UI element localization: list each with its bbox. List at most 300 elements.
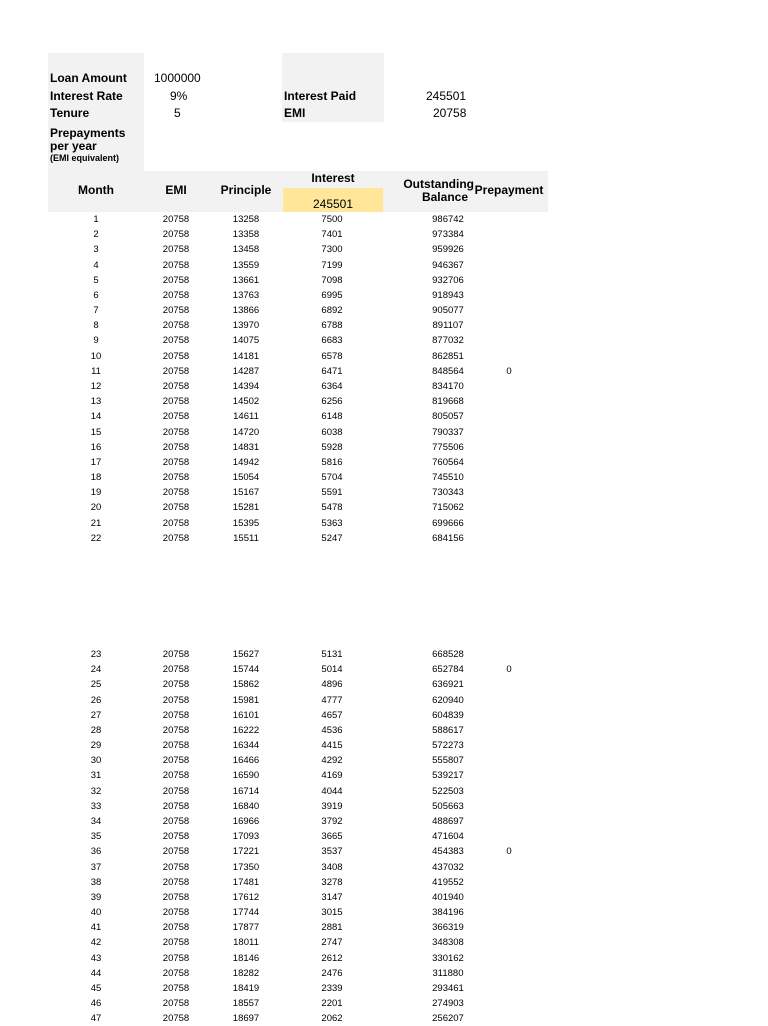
interest-cell: 4657 — [321, 709, 343, 721]
interest-cell: 2476 — [321, 967, 343, 979]
month-cell: 45 — [90, 982, 102, 994]
loan-amount-value[interactable]: 1000000 — [154, 71, 201, 85]
principle-cell: 17744 — [232, 907, 260, 919]
principle-cell: 18011 — [233, 937, 259, 949]
interest-cell: 5247 — [321, 532, 343, 544]
month-cell: 13 — [90, 396, 102, 408]
table-row — [0, 662, 768, 677]
principle-cell: 13458 — [232, 244, 260, 256]
table-row — [0, 966, 768, 981]
month-cell: 30 — [90, 755, 102, 767]
interest-cell: 4536 — [321, 724, 343, 736]
emi-cell: 20758 — [162, 891, 190, 903]
interest-cell: 5363 — [321, 517, 343, 529]
interest-cell: 6788 — [321, 320, 343, 332]
month-cell: 34 — [90, 815, 102, 827]
emi-cell: 20758 — [162, 289, 190, 301]
table-row — [0, 799, 768, 814]
outstanding-cell: 834170 — [432, 380, 464, 392]
outstanding-cell: 715062 — [432, 502, 464, 514]
interest-cell: 3147 — [321, 891, 343, 903]
interest-cell: 2201 — [321, 998, 343, 1010]
table-row — [0, 723, 768, 738]
table-row — [0, 425, 768, 440]
principle-cell: 14181 — [232, 350, 260, 362]
header-outstanding-balance: Balance — [421, 190, 468, 204]
month-cell: 12 — [90, 380, 102, 392]
month-cell: 14 — [90, 411, 102, 423]
interest-cell: 4777 — [321, 694, 343, 706]
tenure-label: Tenure — [50, 106, 90, 120]
principle-cell: 13661 — [232, 274, 260, 286]
month-cell: 26 — [90, 694, 102, 706]
outstanding-cell: 986742 — [432, 214, 464, 225]
table-row — [0, 677, 768, 692]
emi-cell: 20758 — [162, 937, 190, 949]
principle-cell: 14287 — [232, 365, 260, 377]
month-cell: 37 — [90, 861, 102, 873]
interest-cell: 4169 — [321, 770, 343, 782]
principle-cell: 15054 — [232, 472, 260, 484]
outstanding-cell: 572273 — [432, 740, 464, 752]
table-row — [0, 485, 768, 500]
outstanding-cell: 384196 — [432, 907, 464, 919]
table-row — [0, 693, 768, 708]
month-cell: 20 — [90, 502, 102, 514]
outstanding-cell: 293461 — [432, 982, 464, 994]
table-row — [0, 905, 768, 920]
table-row — [0, 890, 768, 905]
month-cell: 8 — [93, 320, 99, 332]
principle-cell: 17093 — [232, 831, 260, 843]
outstanding-cell: 730343 — [432, 487, 464, 499]
month-cell: 19 — [90, 487, 102, 499]
interest-cell: 6578 — [321, 350, 343, 362]
principle-cell: 15862 — [232, 679, 260, 691]
table-row — [0, 440, 768, 455]
month-cell: 42 — [90, 937, 102, 949]
interest-cell: 3792 — [321, 815, 343, 827]
principle-cell: 14942 — [232, 456, 260, 468]
principle-cell: 16714 — [232, 785, 260, 797]
month-cell: 36 — [90, 846, 102, 858]
emi-cell: 20758 — [162, 815, 190, 827]
outstanding-cell: 775506 — [432, 441, 464, 453]
prepayment-cell: 0 — [506, 846, 512, 858]
emi-cell: 20758 — [162, 740, 190, 752]
table-row — [0, 951, 768, 966]
month-cell: 32 — [90, 785, 102, 797]
principle-cell: 15167 — [232, 487, 260, 499]
outstanding-cell: 973384 — [432, 229, 464, 241]
outstanding-cell: 588617 — [432, 724, 464, 736]
table-row — [0, 212, 768, 227]
emi-cell: 20758 — [162, 244, 190, 256]
month-cell: 46 — [90, 998, 102, 1010]
table-row — [0, 500, 768, 515]
outstanding-cell: 636921 — [432, 679, 464, 691]
month-cell: 43 — [90, 952, 102, 964]
month-cell: 2 — [93, 229, 99, 241]
month-cell: 10 — [90, 350, 102, 362]
header-interest: Interest — [311, 171, 355, 185]
month-cell: 6 — [93, 289, 99, 301]
month-cell: 23 — [90, 649, 102, 660]
emi-cell: 20758 — [162, 396, 190, 408]
table-row — [0, 647, 768, 662]
table-row — [0, 981, 768, 996]
principle-cell: 15511 — [233, 532, 259, 544]
interest-paid-value: 245501 — [426, 89, 467, 103]
emi-cell: 20758 — [162, 694, 190, 706]
principle-cell: 15627 — [232, 649, 260, 660]
principle-cell: 18697 — [232, 1013, 260, 1025]
prepayments-label-line2: per year — [50, 139, 97, 153]
outstanding-cell: 401940 — [432, 891, 464, 903]
table-row — [0, 738, 768, 753]
outstanding-cell: 330162 — [432, 952, 464, 964]
month-cell: 33 — [90, 800, 102, 812]
interest-cell: 4415 — [321, 740, 343, 752]
emi-cell: 20758 — [162, 305, 190, 317]
table-row — [0, 516, 768, 531]
interest-cell: 5131 — [321, 649, 343, 660]
month-cell: 21 — [90, 517, 102, 529]
emi-cell: 20758 — [162, 679, 190, 691]
emi-cell: 20758 — [162, 487, 190, 499]
interest-cell: 6364 — [321, 380, 343, 392]
outstanding-cell: 505663 — [432, 800, 464, 812]
principle-cell: 14611 — [233, 411, 259, 423]
principle-cell: 16966 — [232, 815, 260, 827]
prepayment-cell: 0 — [506, 365, 512, 377]
emi-cell: 20758 — [162, 770, 190, 782]
table-row — [0, 273, 768, 288]
outstanding-cell: 668528 — [432, 649, 464, 660]
principle-cell: 14394 — [232, 380, 260, 392]
emi-cell: 20758 — [162, 426, 190, 438]
emi-cell: 20758 — [162, 709, 190, 721]
interest-cell: 5014 — [321, 664, 343, 676]
outstanding-cell: 905077 — [432, 305, 464, 317]
interest-cell: 5928 — [321, 441, 343, 453]
month-cell: 44 — [90, 967, 102, 979]
emi-cell: 20758 — [162, 320, 190, 332]
outstanding-cell: 522503 — [432, 785, 464, 797]
emi-cell: 20758 — [162, 214, 190, 225]
interest-cell: 7300 — [321, 244, 343, 256]
emi-cell: 20758 — [162, 982, 190, 994]
outstanding-cell: 604839 — [432, 709, 464, 721]
emi-cell: 20758 — [162, 335, 190, 347]
outstanding-cell: 256207 — [432, 1013, 464, 1025]
month-cell: 27 — [90, 709, 102, 721]
principle-cell: 16344 — [232, 740, 260, 752]
outstanding-cell: 348308 — [432, 937, 464, 949]
interest-cell: 6892 — [321, 305, 343, 317]
emi-cell: 20758 — [162, 785, 190, 797]
loan-amount-label: Loan Amount — [50, 71, 127, 85]
prepayments-label: Prepayments — [50, 126, 126, 140]
month-cell: 22 — [90, 532, 102, 544]
interest-cell: 6038 — [321, 426, 343, 438]
emi-cell: 20758 — [162, 998, 190, 1010]
principle-cell: 17350 — [232, 861, 260, 873]
outstanding-cell: 932706 — [432, 274, 464, 286]
table-row — [0, 288, 768, 303]
header-prepayment: Prepayment — [474, 183, 544, 197]
principle-cell: 15395 — [232, 517, 260, 529]
principle-cell: 17612 — [232, 891, 260, 903]
month-cell: 35 — [90, 831, 102, 843]
table-row — [0, 844, 768, 859]
emi-cell: 20758 — [162, 922, 190, 934]
outstanding-cell: 760564 — [432, 456, 464, 468]
principle-cell: 13763 — [232, 289, 260, 301]
table-row — [0, 768, 768, 783]
outstanding-cell: 790337 — [432, 426, 464, 438]
outstanding-cell: 652784 — [432, 664, 464, 676]
emi-cell: 20758 — [162, 350, 190, 362]
outstanding-cell: 918943 — [432, 289, 464, 301]
outstanding-cell: 862851 — [432, 350, 464, 362]
emi-cell: 20758 — [162, 800, 190, 812]
emi-cell: 20758 — [162, 664, 190, 676]
interest-cell: 3537 — [321, 846, 343, 858]
month-cell: 18 — [90, 472, 102, 484]
outstanding-cell: 959926 — [432, 244, 464, 256]
interest-cell: 3278 — [321, 876, 343, 888]
table-row — [0, 409, 768, 424]
emi-cell: 20758 — [162, 907, 190, 919]
interest-cell: 2339 — [321, 982, 343, 994]
outstanding-cell: 539217 — [432, 770, 464, 782]
month-cell: 39 — [90, 891, 102, 903]
principle-cell: 18419 — [232, 982, 260, 994]
outstanding-cell: 419552 — [432, 876, 464, 888]
emi-cell: 20758 — [162, 831, 190, 843]
table-row — [0, 531, 768, 546]
principle-cell: 13258 — [232, 214, 260, 225]
principle-cell: 15981 — [232, 694, 260, 706]
emi-cell: 20758 — [162, 380, 190, 392]
table-row — [0, 227, 768, 242]
header-interest-total: 245501 — [312, 197, 354, 211]
principle-cell: 16222 — [232, 724, 260, 736]
emi-value: 20758 — [433, 106, 467, 120]
interest-cell: 3408 — [321, 861, 343, 873]
tenure-value[interactable]: 5 — [174, 106, 181, 120]
outstanding-cell: 877032 — [432, 335, 464, 347]
emi-cell: 20758 — [162, 967, 190, 979]
outstanding-cell: 555807 — [432, 755, 464, 767]
interest-cell: 5591 — [321, 487, 343, 499]
emi-cell: 20758 — [162, 411, 190, 423]
month-cell: 31 — [90, 770, 102, 782]
principle-cell: 16466 — [232, 755, 260, 767]
table-row — [0, 364, 768, 379]
outstanding-cell: 946367 — [432, 259, 464, 271]
outstanding-cell: 745510 — [432, 472, 464, 484]
interest-cell: 6683 — [321, 335, 343, 347]
month-cell: 1 — [93, 214, 99, 225]
principle-cell: 13970 — [232, 320, 260, 332]
table-row — [0, 829, 768, 844]
principle-cell: 18146 — [232, 952, 260, 964]
prepayment-cell: 0 — [506, 664, 512, 676]
emi-cell: 20758 — [162, 502, 190, 514]
outstanding-cell: 620940 — [432, 694, 464, 706]
outstanding-cell: 848564 — [432, 365, 464, 377]
interest-cell: 3665 — [321, 831, 343, 843]
table-row — [0, 394, 768, 409]
principle-cell: 16101 — [232, 709, 260, 721]
interest-cell: 2881 — [321, 922, 343, 934]
principle-cell: 14720 — [232, 426, 260, 438]
month-cell: 11 — [91, 365, 101, 377]
interest-cell: 2062 — [321, 1013, 343, 1025]
month-cell: 25 — [90, 679, 102, 691]
outstanding-cell: 891107 — [432, 320, 464, 332]
principle-cell: 14075 — [232, 335, 260, 347]
principle-cell: 16840 — [232, 800, 260, 812]
header-month: Month — [78, 183, 114, 197]
principle-cell: 18282 — [232, 967, 260, 979]
emi-cell: 20758 — [162, 952, 190, 964]
emi-cell: 20758 — [162, 876, 190, 888]
interest-rate-value[interactable]: 9% — [170, 89, 188, 103]
principle-cell: 17221 — [232, 846, 260, 858]
interest-cell: 4044 — [321, 785, 343, 797]
table-row — [0, 333, 768, 348]
table-row — [0, 920, 768, 935]
table-row — [0, 349, 768, 364]
prepayments-note: (EMI equivalent) — [50, 153, 120, 163]
principle-cell: 13559 — [232, 259, 260, 271]
interest-cell: 3919 — [321, 800, 343, 812]
principle-cell: 17877 — [232, 922, 260, 934]
table-row — [0, 258, 768, 273]
table-row — [0, 996, 768, 1011]
outstanding-cell: 684156 — [432, 532, 464, 544]
outstanding-cell: 805057 — [432, 411, 464, 423]
header-outstanding: Outstanding — [403, 177, 474, 191]
interest-cell: 7199 — [321, 259, 343, 271]
month-cell: 47 — [90, 1013, 102, 1025]
emi-cell: 20758 — [162, 846, 190, 858]
interest-cell: 6148 — [321, 411, 343, 423]
month-cell: 15 — [90, 426, 102, 438]
interest-rate-label: Interest Rate — [50, 89, 123, 103]
emi-cell: 20758 — [162, 532, 190, 544]
principle-cell: 13866 — [232, 305, 260, 317]
outstanding-cell: 366319 — [432, 922, 464, 934]
table-row — [0, 784, 768, 799]
table-row — [0, 379, 768, 394]
outstanding-cell: 437032 — [432, 861, 464, 873]
emi-cell: 20758 — [162, 649, 190, 660]
principle-cell: 14831 — [232, 441, 260, 453]
principle-cell: 16590 — [232, 770, 260, 782]
interest-cell: 4896 — [321, 679, 343, 691]
principle-cell: 13358 — [232, 229, 260, 241]
interest-cell: 6471 — [321, 365, 343, 377]
emi-cell: 20758 — [162, 472, 190, 484]
table-row — [0, 860, 768, 875]
principle-cell: 14502 — [232, 396, 260, 408]
emi-label: EMI — [284, 106, 306, 120]
table-row — [0, 303, 768, 318]
interest-cell: 7500 — [321, 214, 343, 225]
interest-cell: 5816 — [321, 456, 343, 468]
emi-cell: 20758 — [162, 724, 190, 736]
outstanding-cell: 274903 — [432, 998, 464, 1010]
month-cell: 9 — [93, 335, 99, 347]
month-cell: 3 — [93, 244, 99, 256]
emi-cell: 20758 — [162, 259, 190, 271]
interest-cell: 2612 — [321, 952, 343, 964]
header-principle: Principle — [220, 183, 272, 197]
month-cell: 28 — [90, 724, 102, 736]
outstanding-cell: 488697 — [432, 815, 464, 827]
table-row — [0, 935, 768, 950]
interest-cell: 4292 — [321, 755, 343, 767]
month-cell: 41 — [90, 922, 102, 934]
month-cell: 4 — [93, 259, 99, 271]
interest-cell: 2747 — [321, 937, 343, 949]
outstanding-cell: 311880 — [432, 967, 464, 979]
month-cell: 7 — [93, 305, 99, 317]
table-row — [0, 470, 768, 485]
month-cell: 17 — [90, 456, 102, 468]
month-cell: 5 — [93, 274, 99, 286]
emi-cell: 20758 — [162, 441, 190, 453]
month-cell: 38 — [90, 876, 102, 888]
header-emi: EMI — [165, 183, 187, 197]
outstanding-cell: 454383 — [432, 846, 464, 858]
principle-cell: 18557 — [232, 998, 260, 1010]
month-cell: 29 — [90, 740, 102, 752]
interest-cell: 5704 — [321, 472, 343, 484]
table-row — [0, 875, 768, 890]
principle-cell: 15281 — [232, 502, 260, 514]
interest-cell: 6256 — [321, 396, 343, 408]
interest-cell: 7098 — [321, 274, 343, 286]
month-cell: 40 — [90, 907, 102, 919]
principle-cell: 15744 — [232, 664, 260, 676]
emi-cell: 20758 — [162, 456, 190, 468]
interest-cell: 6995 — [321, 289, 343, 301]
outstanding-cell: 819668 — [432, 396, 464, 408]
interest-paid-label: Interest Paid — [284, 89, 357, 103]
emi-cell: 20758 — [162, 365, 190, 377]
outstanding-cell: 699666 — [432, 517, 464, 529]
table-row — [0, 242, 768, 257]
month-cell: 24 — [90, 664, 102, 676]
month-cell: 16 — [90, 441, 102, 453]
emi-cell: 20758 — [162, 517, 190, 529]
interest-cell: 3015 — [321, 907, 343, 919]
table-row — [0, 455, 768, 470]
emi-cell: 20758 — [162, 861, 190, 873]
table-row — [0, 708, 768, 723]
emi-cell: 20758 — [162, 229, 190, 241]
interest-cell: 5478 — [321, 502, 343, 514]
outstanding-cell: 471604 — [432, 831, 464, 843]
emi-cell: 20758 — [162, 1013, 190, 1025]
table-row — [0, 753, 768, 768]
table-row — [0, 814, 768, 829]
